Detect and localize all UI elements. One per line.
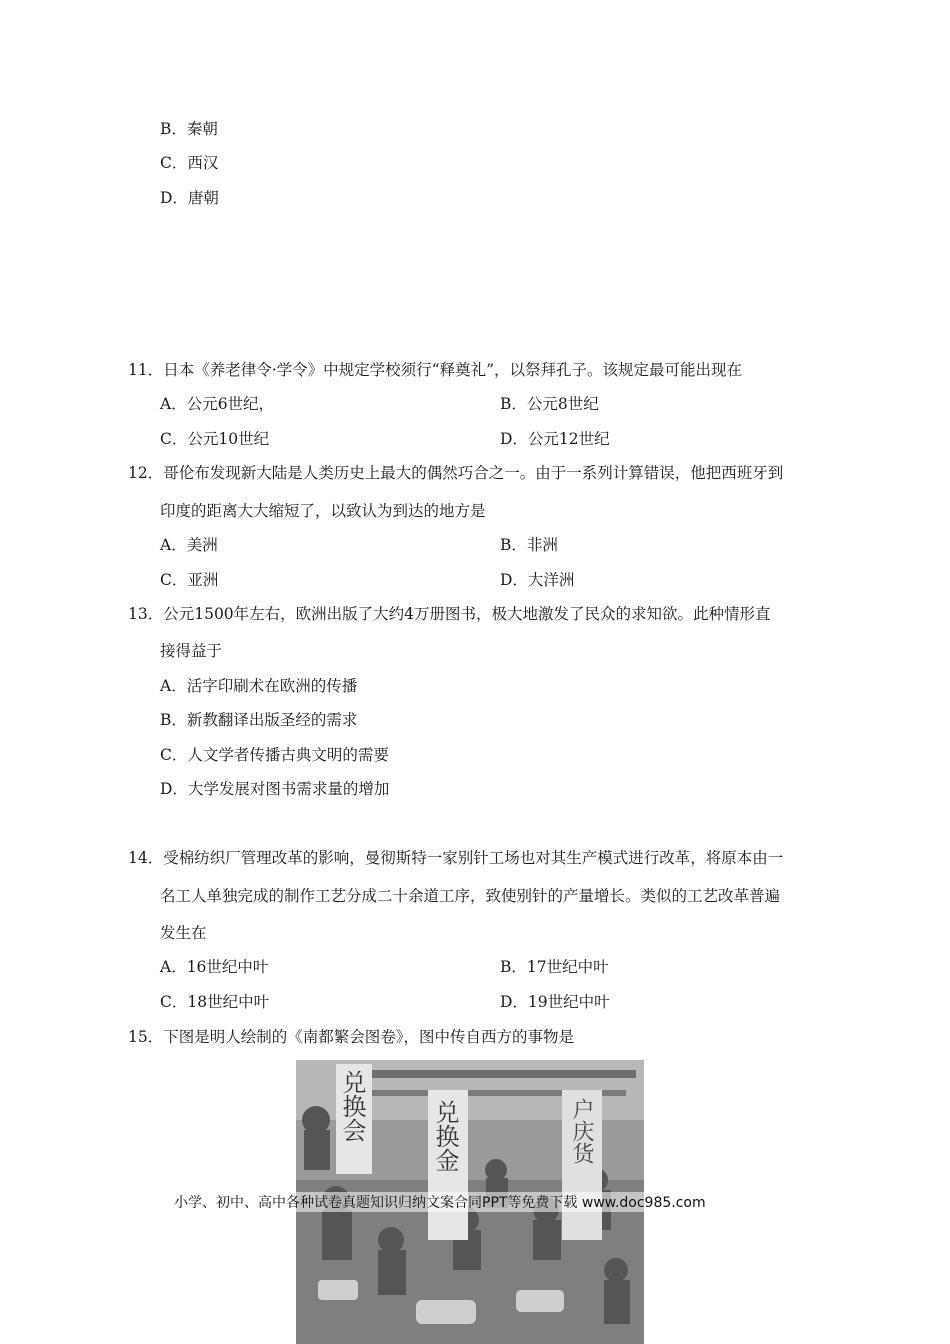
q12-option-a: A．美洲	[160, 536, 218, 554]
q14-option-b: B．17世纪中叶	[500, 958, 609, 976]
q13-option-d: D．大学发展对图书需求量的增加	[160, 780, 390, 798]
q10-option-c: C．西汉	[160, 154, 219, 172]
q13-option-b: B．新教翻译出版圣经的需求	[160, 711, 358, 729]
q13-stem-line2: 接得益于	[160, 642, 223, 660]
q12-stem-line1: 12．哥伦布发现新大陆是人类历史上最大的偶然巧合之一。由于一系列计算错误，他把西班牙到	[128, 464, 784, 482]
q11-stem: 11．日本《养老律令·学令》中规定学校须行“释奠礼”，以祭拜孔子。该规定最可能出现在	[128, 361, 743, 379]
q14-stem-line2: 名工人单独完成的制作工艺分成二十余道工序，致使别针的产量增长。类似的工艺改革普遍	[160, 887, 781, 905]
q11-option-b: B．公元8世纪	[500, 395, 599, 413]
q14-option-d: D．19世纪中叶	[500, 993, 610, 1011]
q14-stem-line3: 发生在	[160, 924, 207, 942]
q11-option-d: D．公元12世纪	[500, 430, 610, 448]
q12-option-b: B．非洲	[500, 536, 558, 554]
q14-option-c: C．18世纪中叶	[160, 993, 270, 1011]
q10-option-d: D．唐朝	[160, 189, 219, 207]
painting-sign-2-text: 兑换金	[431, 1100, 459, 1172]
footer-watermark: 小学、初中、高中各种试卷真题知识归纳文案合同PPT等免费下载 www.doc985.com	[172, 1192, 708, 1212]
painting-sign-1-text: 兑换会	[338, 1070, 366, 1142]
q12-option-d: D．大洋洲	[500, 571, 575, 589]
q15-stem: 15．下图是明人绘制的《南都繁会图卷》，图中传自西方的事物是	[128, 1028, 574, 1046]
q10-option-b: B．秦朝	[160, 120, 218, 138]
q14-option-a: A．16世纪中叶	[160, 958, 269, 976]
q11-option-c: C．公元10世纪	[160, 430, 270, 448]
q13-option-a: A．活字印刷术在欧洲的传播	[160, 677, 358, 695]
painting-sign-3-text: 户庆货	[569, 1098, 594, 1164]
q14-stem-line1: 14．受棉纺织厂管理改革的影响，曼彻斯特一家别针工场也对其生产模式进行改革，将原本由一	[128, 849, 784, 867]
q12-stem-line2: 印度的距离大大缩短了，以致认为到达的地方是	[160, 502, 486, 520]
q11-option-a: A．公元6世纪，	[160, 395, 275, 413]
q13-option-c: C．人文学者传播古典文明的需要	[160, 746, 389, 764]
q13-stem-line1: 13．公元1500年左右，欧洲出版了大约4万册图书，极大地激发了民众的求知欲。此种情形直	[128, 605, 771, 623]
q12-option-c: C．亚洲	[160, 571, 219, 589]
